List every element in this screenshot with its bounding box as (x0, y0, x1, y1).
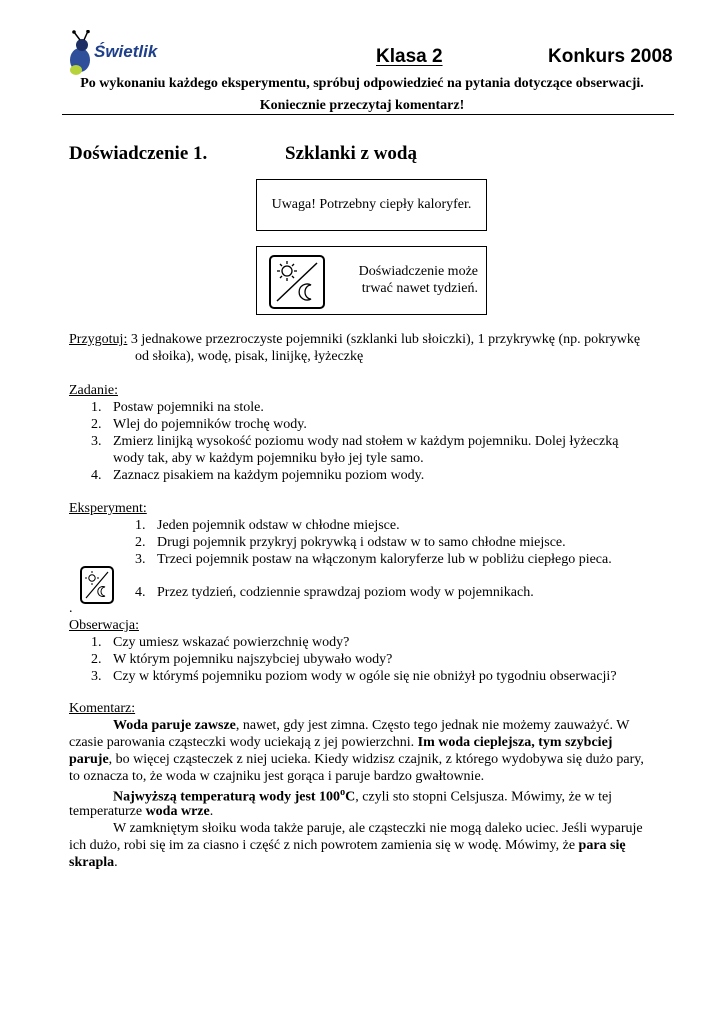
day-night-icon (269, 255, 325, 309)
list-item: 2. Wlej do pojemników trochę wody. (91, 417, 307, 432)
list-item: 3. Czy w którymś pojemniku poziom wody w ogóle się nie obniżył po tygodniu obserwacji? (91, 669, 617, 684)
comment-label: Komentarz: (69, 701, 136, 716)
duration-line-2: trwać nawet tydzień. (361, 281, 478, 296)
header-divider (62, 114, 674, 115)
comment-line: Najwyższą temperaturą wody jest 100$^o$C, czyli sto stopni Celsjusza. Mówimy, że w tej (113, 787, 613, 805)
comment-line: czasie parowania cząsteczki wody uciekają z jej powierzchni. Im woda cieplejsza, tym szybciej (69, 735, 613, 750)
list-item: 3. Trzeci pojemnik postaw na włączonym kaloryferze lub w pobliżu ciepłego pieca. (135, 552, 612, 567)
class-label: Klasa 2 (376, 46, 443, 67)
duration-text (359, 263, 478, 297)
list-item: wody tak, aby w każdym pojemniku było jej tyle samo. (113, 451, 424, 466)
comment-line: to oznacza to, że woda w czajniku jest gorąca i paruje bardzo gwałtownie. (69, 769, 485, 784)
day-night-icon (80, 566, 114, 604)
experiment-number: Doświadczenie 1. (69, 143, 208, 164)
list-item: 1. Jeden pojemnik odstaw w chłodne miejsce. (135, 518, 400, 533)
comment-line: W zamkniętym słoiku woda także paruje, ale cząsteczki nie mogą daleko uciec. Jeśli wyparuje (113, 821, 643, 836)
note-box (256, 179, 487, 231)
prepare-line-1: 3 jednakowe przezroczyste pojemniki (szklanki lub słoiczki), 1 przykrywkę (np. pokrywkę (130, 332, 641, 347)
note-text: Uwaga! Potrzebny ciepły kaloryfer. (271, 197, 472, 212)
comment-line: skrapla. (69, 855, 118, 870)
instruction-line-1: Po wykonaniu każdego eksperymentu, spróbuj odpowiedzieć na pytania dotyczące obserwacji. (80, 76, 644, 91)
list-item: 4. Przez tydzień, codziennie sprawdzaj poziom wody w pojemnikach. (135, 585, 534, 600)
prepare-label: Przygotuj: (69, 332, 128, 347)
duration-box (256, 246, 487, 315)
instruction-line-2: Koniecznie przeczytaj komentarz! (259, 98, 465, 113)
observation-label: Obserwacja: (69, 618, 139, 633)
comment-line: temperaturze woda wrze. (69, 804, 214, 819)
comment-line: paruje, bo więcej cząsteczek z niej ucieka. Kiedy widzisz czajnik, z którego wydobywa się dużo pary, (69, 752, 644, 767)
list-item: 3. Zmierz linijką wysokość poziomu wody nad stołem w każdym pojemniku. Dolej łyżeczką (91, 434, 619, 449)
logo (66, 30, 176, 78)
list-item: 1. Postaw pojemniki na stole. (91, 400, 264, 415)
comment-line: Woda paruje zawsze, nawet, gdy jest zimna. Często tego jednak nie możemy zauważyć. W (113, 718, 630, 733)
list-item: 2. Drugi pojemnik przykryj pokrywką i odstaw w to samo chłodne miejsce. (135, 535, 566, 550)
stray-dot: . (69, 601, 73, 616)
experiment-title: Szklanki z wodą (285, 143, 417, 164)
list-item: 4. Zaznacz pisakiem na każdym pojemniku poziom wody. (91, 468, 425, 483)
list-item: 2. W którym pojemniku najszybciej ubywało wody? (91, 652, 393, 667)
contest-label: Konkurs 2008 (548, 46, 673, 67)
duration-line-1: Doświadczenie może (358, 264, 478, 279)
list-item: 1. Czy umiesz wskazać powierzchnię wody? (91, 635, 350, 650)
logo-text: Świetlik (94, 42, 158, 61)
experiment-label: Eksperyment: (69, 501, 147, 516)
prepare-line-2: od słoika), wodę, pisak, linijkę, łyżeczkę (135, 349, 364, 364)
task-label: Zadanie: (69, 383, 118, 398)
prepare-section (69, 332, 640, 348)
comment-line: ich dużo, robi się im za ciasno i część z nich powrotem zamienia się w wodę. Mówimy, że para się (69, 838, 626, 853)
